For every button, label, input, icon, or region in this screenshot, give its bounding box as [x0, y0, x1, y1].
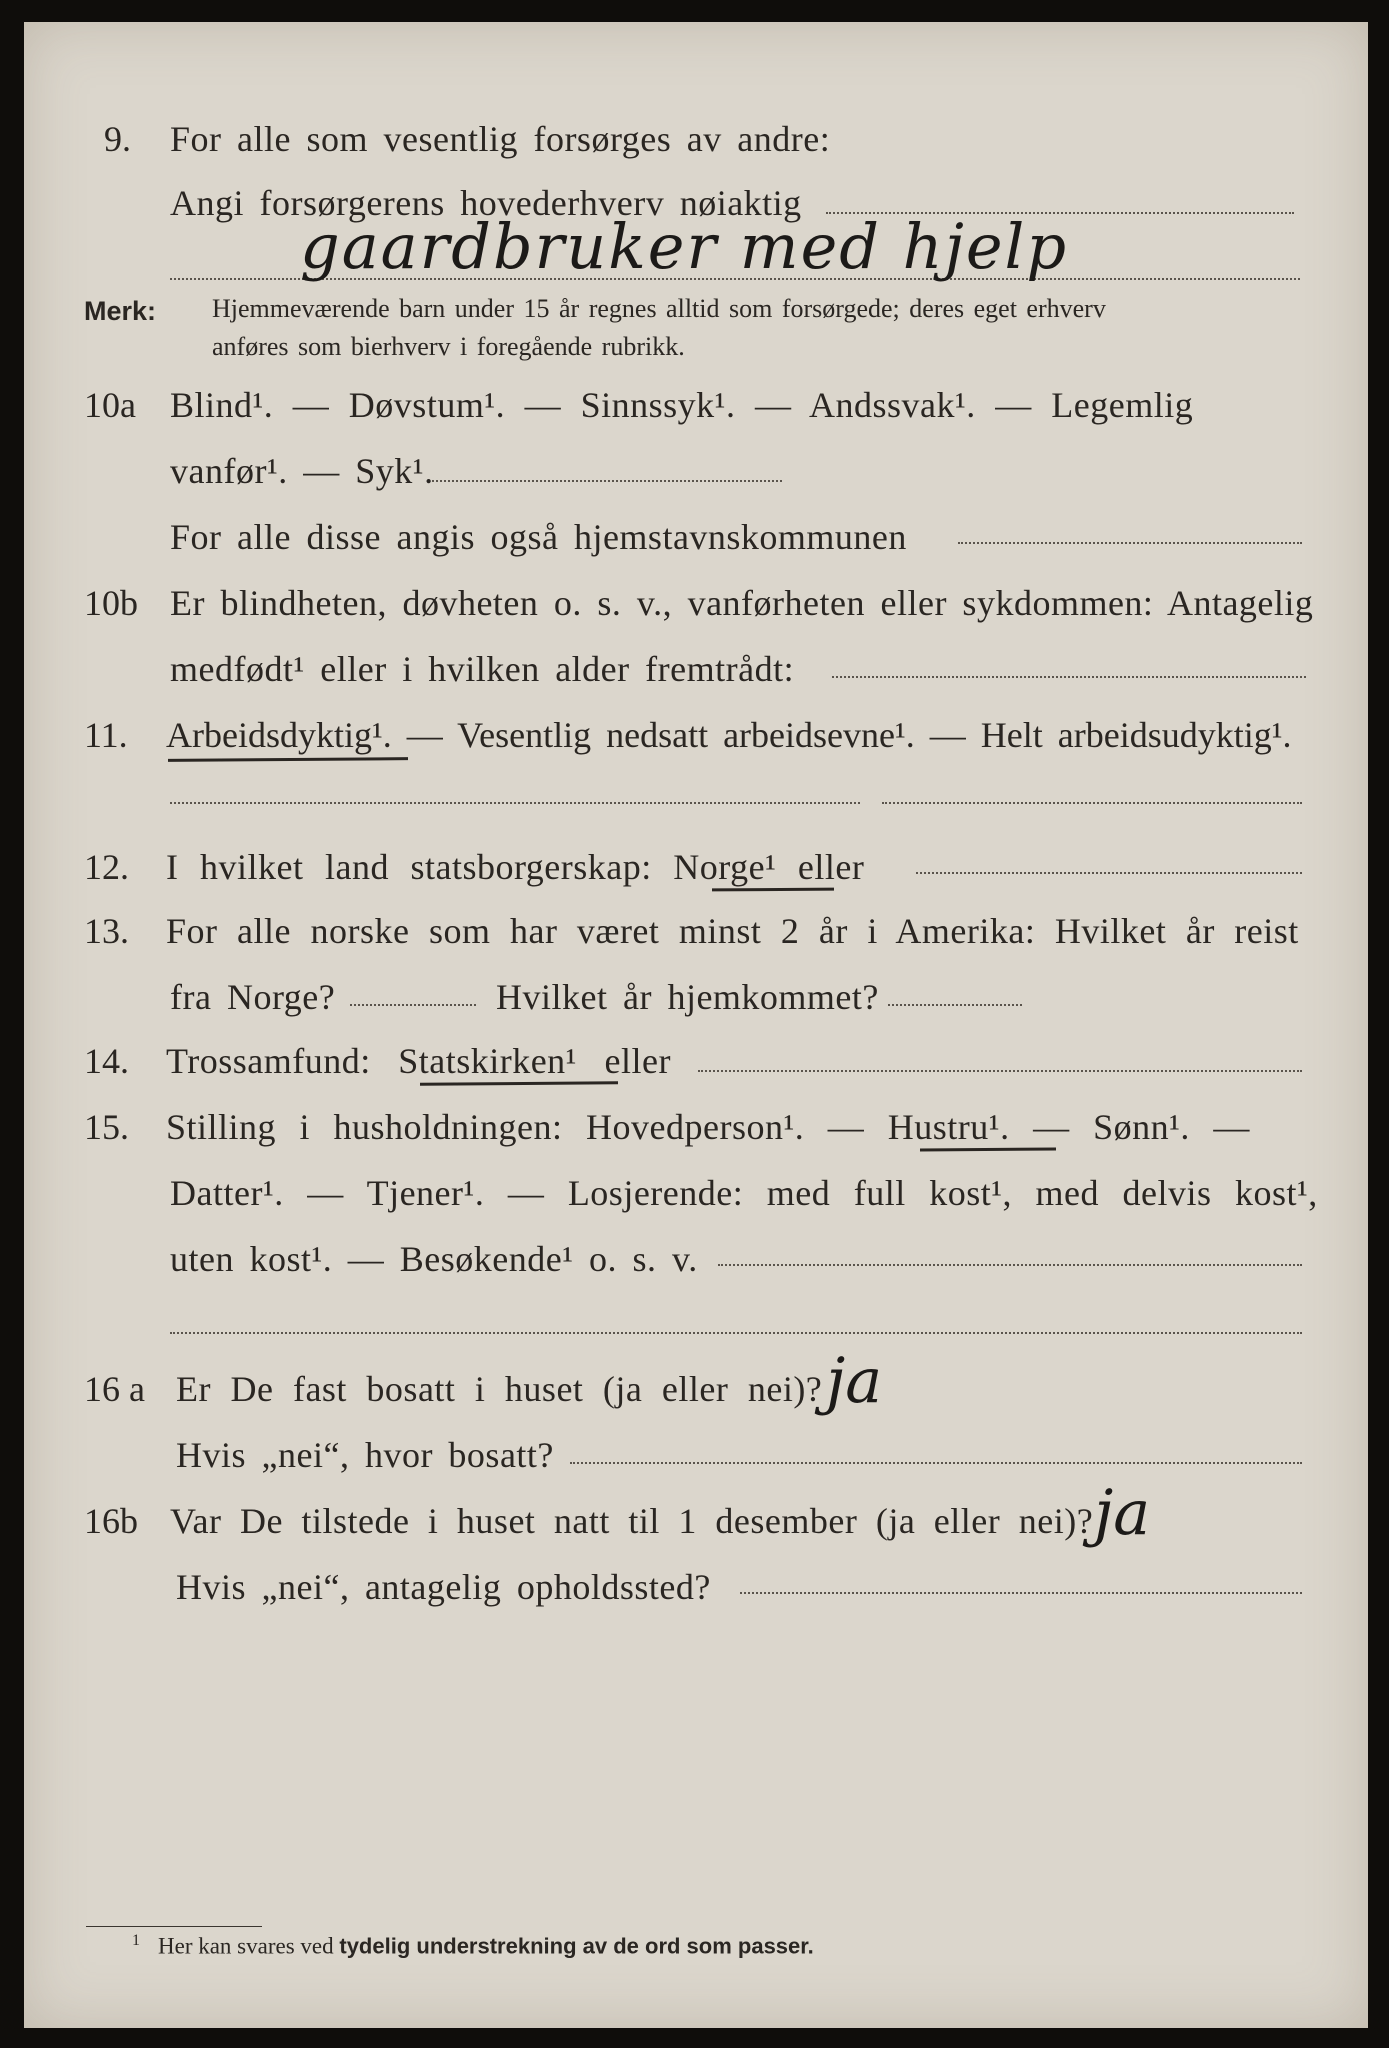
q9-answer-text: gaardbruker med hjelp: [300, 210, 1069, 283]
answer-dotted-line: [350, 1004, 476, 1006]
answer-dotted-line: [832, 676, 1306, 678]
q16a-text-line2: Hvis „nei“, hvor bosatt?: [176, 1435, 554, 1475]
answer-dotted-line: [432, 480, 782, 482]
footnote: [132, 1932, 814, 1960]
q10b-text-line1: Er blindheten, døvheten o. s. v., vanførheten eller sykdommen: Antagelig: [170, 583, 1314, 623]
q15-text-line3: uten kost¹. — Besøkende¹ o. s. v.: [170, 1239, 698, 1279]
merk-label: Merk:: [84, 296, 157, 326]
answer-dotted-line: [888, 1004, 1022, 1006]
q16b-answer-text: ja: [1094, 1476, 1151, 1549]
q16a-text-line1: Er De fast bosatt i huset (ja eller nei)?: [176, 1369, 823, 1409]
q10a-text-line3: For alle disse angis også hjemstavnskommunen: [170, 517, 907, 557]
q16a-answer-text: ja: [826, 1344, 883, 1417]
footnote-rule: [86, 1926, 262, 1927]
q13-text-line2b: Hvilket år hjemkommet?: [496, 977, 879, 1017]
q16a-number: 16 a: [84, 1369, 145, 1409]
q9-text-line1: For alle som vesentlig forsørges av andre:: [170, 119, 831, 159]
q15-text-line2: Datter¹. — Tjener¹. — Losjerende: med full kost¹, med delvis kost¹,: [170, 1173, 1318, 1213]
q13-text-line2a: fra Norge?: [170, 977, 336, 1017]
merk-text-line2: anføres som bierhverv i foregående rubrikk.: [212, 332, 685, 361]
answer-dotted-line: [170, 1332, 1302, 1334]
answer-dotted-line: [958, 542, 1302, 544]
answer-dotted-line: [170, 802, 860, 804]
q16b-handwritten-answer: [1088, 1478, 1228, 1598]
q14-text-line1: Trossamfund: Statskirken¹ eller: [166, 1041, 671, 1081]
q16b-text-line1: Var De tilstede i huset natt til 1 desember (ja eller nei)?: [170, 1501, 1094, 1541]
q11-text-line1: Arbeidsdyktig¹. — Vesentlig nedsatt arbeidsevne¹. — Helt arbeidsudyktig¹.: [166, 715, 1292, 755]
answer-dotted-line: [916, 872, 1302, 874]
merk-text-line1: Hjemmeværende barn under 15 år regnes alltid som forsørgede; deres eget erhverv: [212, 294, 1106, 323]
q10b-text-line2: medfødt¹ eller i hvilken alder fremtrådt:: [170, 649, 795, 689]
answer-dotted-line: [698, 1070, 1302, 1072]
q12-number: 12.: [84, 847, 129, 887]
footnote-plain-text: Her kan svares ved: [158, 1933, 334, 1959]
answer-dotted-line: [740, 1592, 1302, 1594]
q16a-handwritten-answer: [820, 1346, 940, 1456]
q13-number: 13.: [84, 911, 129, 951]
q10a-text-line2: vanfør¹. — Syk¹.: [170, 451, 434, 491]
answer-dotted-line: [718, 1264, 1302, 1266]
q9-text-line2: Angi forsørgerens hovederhverv nøiaktig: [170, 183, 802, 223]
q15-text-line1: Stilling i husholdningen: Hovedperson¹. — Hustru¹. — Sønn¹. —: [166, 1107, 1250, 1147]
q13-text-line1: For alle norske som har været minst 2 år i Amerika: Hvilket år reist: [166, 911, 1299, 951]
q16b-number: 16b: [84, 1501, 138, 1541]
q10b-number: 10b: [84, 583, 138, 623]
answer-dotted-line: [882, 802, 1302, 804]
footnote-mark: 1: [132, 1932, 140, 1949]
q12-text-line1: I hvilket land statsborgerskap: Norge¹ eller: [166, 847, 865, 887]
answer-dotted-line: [570, 1462, 1302, 1464]
q11-number: 11.: [84, 715, 128, 755]
q14-number: 14.: [84, 1041, 129, 1081]
q9-number: 9.: [104, 119, 131, 159]
q10a-text-line1: Blind¹. — Døvstum¹. — Sinnssyk¹. — Andssvak¹. — Legemlig: [170, 385, 1194, 425]
footnote-bold-text: tydelig understrekning av de ord som passer.: [339, 1933, 814, 1959]
q16b-text-line2: Hvis „nei“, antagelig opholdssted?: [176, 1567, 711, 1607]
q10a-number: 10a: [84, 385, 136, 425]
q15-number: 15.: [84, 1107, 129, 1147]
